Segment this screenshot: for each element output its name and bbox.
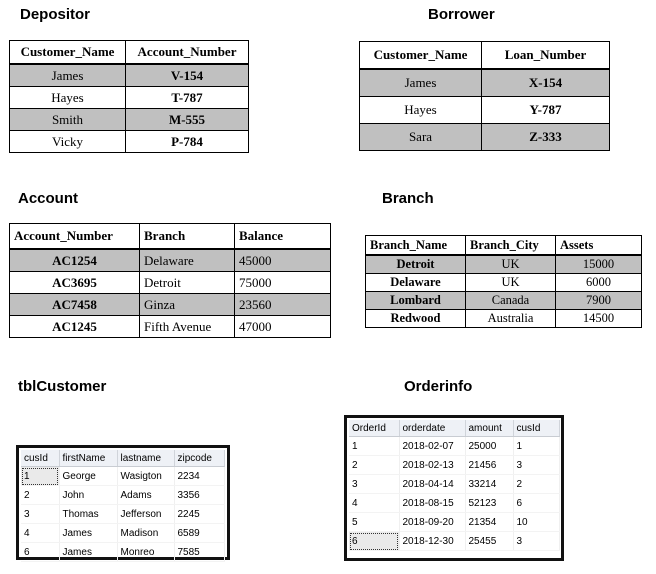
branch-cell: 6000 — [556, 274, 642, 292]
table-row[interactable] — [21, 505, 224, 524]
orderinfo-cell[interactable]: 3 — [349, 475, 399, 494]
orderinfo-cell[interactable]: 2018-04-14 — [399, 475, 465, 494]
tblcustomer-table — [21, 450, 225, 562]
tblcustomer-header-row — [21, 450, 224, 467]
tblcustomer-cell[interactable]: 3 — [21, 505, 59, 524]
branch-cell: UK — [466, 255, 556, 274]
tblcustomer-cell[interactable]: Jefferson — [117, 505, 174, 524]
table-row[interactable] — [349, 437, 559, 456]
orderinfo-cell[interactable]: 2 — [349, 456, 399, 475]
orderinfo-cell[interactable]: 25455 — [465, 532, 513, 551]
branch-title: Branch — [382, 190, 434, 207]
orderinfo-cell[interactable]: 33214 — [465, 475, 513, 494]
account-cell: Fifth Avenue — [140, 316, 235, 338]
table-row — [360, 69, 610, 97]
borrower-header-row — [360, 42, 610, 70]
orderinfo-cell[interactable]: 2018-02-13 — [399, 456, 465, 475]
account-cell: AC1245 — [10, 316, 140, 338]
table-row — [10, 272, 331, 294]
orderinfo-cell[interactable]: 1 — [513, 437, 559, 456]
borrower-cell: X-154 — [482, 69, 610, 97]
orderinfo-col-orderid[interactable]: OrderId — [349, 420, 399, 437]
table-row[interactable] — [349, 475, 559, 494]
orderinfo-col-orderdate[interactable]: orderdate — [399, 420, 465, 437]
orderinfo-cell[interactable]: 5 — [349, 513, 399, 532]
branch-cell: Lombard — [366, 292, 466, 310]
table-row — [10, 316, 331, 338]
account-cell: 47000 — [235, 316, 331, 338]
table-row[interactable] — [21, 486, 224, 505]
borrower-title: Borrower — [428, 6, 495, 23]
account-col-balance: Balance — [235, 224, 331, 250]
depositor-table — [9, 40, 249, 153]
depositor-cell: P-784 — [126, 131, 249, 153]
branch-cell: Redwood — [366, 310, 466, 328]
borrower-col-customer-name: Customer_Name — [360, 42, 482, 70]
account-cell: 75000 — [235, 272, 331, 294]
account-title: Account — [18, 190, 78, 207]
table-row — [366, 310, 642, 328]
depositor-cell: Hayes — [10, 87, 126, 109]
orderinfo-header-row — [349, 420, 559, 437]
depositor-header-row — [10, 41, 249, 65]
account-cell: AC3695 — [10, 272, 140, 294]
tblcustomer-title: tblCustomer — [18, 378, 107, 395]
tblcustomer-cell[interactable]: Madison — [117, 524, 174, 543]
tblcustomer-cell[interactable]: 4 — [21, 524, 59, 543]
tblcustomer-cell[interactable]: Adams — [117, 486, 174, 505]
branch-cell: Australia — [466, 310, 556, 328]
table-row[interactable] — [21, 543, 224, 562]
branch-header-row — [366, 236, 642, 256]
branch-cell: 15000 — [556, 255, 642, 274]
orderinfo-results-grid — [344, 415, 564, 561]
account-cell: Delaware — [140, 249, 235, 272]
branch-cell: 7900 — [556, 292, 642, 310]
borrower-col-loan-number: Loan_Number — [482, 42, 610, 70]
tblcustomer-cell[interactable]: 2 — [21, 486, 59, 505]
tblcustomer-col-firstname[interactable]: firstName — [59, 450, 117, 467]
orderinfo-cell[interactable]: 2 — [513, 475, 559, 494]
tblcustomer-cell[interactable]: 6 — [21, 543, 59, 562]
branch-table — [365, 235, 642, 328]
account-cell: AC7458 — [10, 294, 140, 316]
branch-col-assets: Assets — [556, 236, 642, 256]
table-row — [366, 255, 642, 274]
table-row — [360, 124, 610, 151]
account-table — [9, 223, 331, 338]
account-col-account-number: Account_Number — [10, 224, 140, 250]
branch-col-branch-name: Branch_Name — [366, 236, 466, 256]
table-row — [360, 97, 610, 124]
tblcustomer-col-lastname[interactable]: lastname — [117, 450, 174, 467]
table-row — [10, 109, 249, 131]
orderinfo-title: Orderinfo — [404, 378, 473, 395]
depositor-cell: V-154 — [126, 64, 249, 87]
orderinfo-cell[interactable]: 21456 — [465, 456, 513, 475]
depositor-col-customer-name: Customer_Name — [10, 41, 126, 65]
table-row — [366, 292, 642, 310]
orderinfo-table — [349, 420, 560, 551]
table-row — [10, 294, 331, 316]
orderinfo-cell[interactable]: 4 — [349, 494, 399, 513]
tblcustomer-cell[interactable]: 2234 — [174, 467, 224, 486]
borrower-cell: Z-333 — [482, 124, 610, 151]
table-row[interactable] — [349, 456, 559, 475]
table-row[interactable] — [21, 524, 224, 543]
branch-cell: UK — [466, 274, 556, 292]
branch-cell: 14500 — [556, 310, 642, 328]
table-row[interactable] — [21, 467, 224, 486]
orderinfo-col-amount[interactable]: amount — [465, 420, 513, 437]
table-row[interactable] — [349, 513, 559, 532]
orderinfo-cell[interactable]: 21354 — [465, 513, 513, 532]
account-cell: Detroit — [140, 272, 235, 294]
borrower-cell: Hayes — [360, 97, 482, 124]
borrower-cell: Y-787 — [482, 97, 610, 124]
tblcustomer-col-zipcode[interactable]: zipcode — [174, 450, 224, 467]
tblcustomer-cell[interactable]: Monreo — [117, 543, 174, 562]
account-cell: 23560 — [235, 294, 331, 316]
orderinfo-cell[interactable]: 2018-02-07 — [399, 437, 465, 456]
tblcustomer-cell[interactable]: 7585 — [174, 543, 224, 562]
table-row — [10, 64, 249, 87]
tblcustomer-results-grid — [16, 445, 230, 560]
tblcustomer-cell[interactable]: James — [59, 524, 117, 543]
tblcustomer-cell[interactable]: George — [59, 467, 117, 486]
table-row — [10, 249, 331, 272]
account-cell: 45000 — [235, 249, 331, 272]
tblcustomer-cell[interactable]: James — [59, 543, 117, 562]
orderinfo-cell[interactable]: 6 — [513, 494, 559, 513]
table-row — [366, 274, 642, 292]
tblcustomer-cell[interactable]: 1 — [21, 467, 59, 486]
orderinfo-cell[interactable]: 1 — [349, 437, 399, 456]
orderinfo-col-cusid[interactable]: cusId — [513, 420, 559, 437]
tblcustomer-cell[interactable]: 3356 — [174, 486, 224, 505]
account-cell: AC1254 — [10, 249, 140, 272]
branch-cell: Delaware — [366, 274, 466, 292]
branch-cell: Canada — [466, 292, 556, 310]
table-row[interactable] — [349, 494, 559, 513]
tblcustomer-col-cusid[interactable]: cusId — [21, 450, 59, 467]
borrower-cell: James — [360, 69, 482, 97]
branch-cell: Detroit — [366, 255, 466, 274]
orderinfo-cell[interactable]: 2018-09-20 — [399, 513, 465, 532]
account-col-branch: Branch — [140, 224, 235, 250]
orderinfo-cell[interactable]: 52123 — [465, 494, 513, 513]
tblcustomer-cell[interactable]: 6589 — [174, 524, 224, 543]
table-row[interactable] — [349, 532, 559, 551]
tblcustomer-cell[interactable]: Wasigton — [117, 467, 174, 486]
orderinfo-cell[interactable]: 6 — [349, 532, 399, 551]
depositor-cell: T-787 — [126, 87, 249, 109]
orderinfo-cell[interactable]: 3 — [513, 532, 559, 551]
borrower-cell: Sara — [360, 124, 482, 151]
depositor-cell: Vicky — [10, 131, 126, 153]
tblcustomer-cell[interactable]: 2245 — [174, 505, 224, 524]
borrower-table — [359, 41, 610, 151]
orderinfo-cell[interactable]: 10 — [513, 513, 559, 532]
account-cell: Ginza — [140, 294, 235, 316]
tblcustomer-cell[interactable]: John — [59, 486, 117, 505]
orderinfo-cell[interactable]: 3 — [513, 456, 559, 475]
depositor-title: Depositor — [20, 6, 91, 23]
tblcustomer-cell[interactable]: Thomas — [59, 505, 117, 524]
orderinfo-cell[interactable]: 2018-08-15 — [399, 494, 465, 513]
depositor-cell: M-555 — [126, 109, 249, 131]
branch-col-branch-city: Branch_City — [466, 236, 556, 256]
table-row — [10, 87, 249, 109]
orderinfo-cell[interactable]: 2018-12-30 — [399, 532, 465, 551]
table-row — [10, 131, 249, 153]
orderinfo-cell[interactable]: 25000 — [465, 437, 513, 456]
depositor-cell: Smith — [10, 109, 126, 131]
depositor-cell: James — [10, 64, 126, 87]
depositor-col-account-number: Account_Number — [126, 41, 249, 65]
account-header-row — [10, 224, 331, 250]
